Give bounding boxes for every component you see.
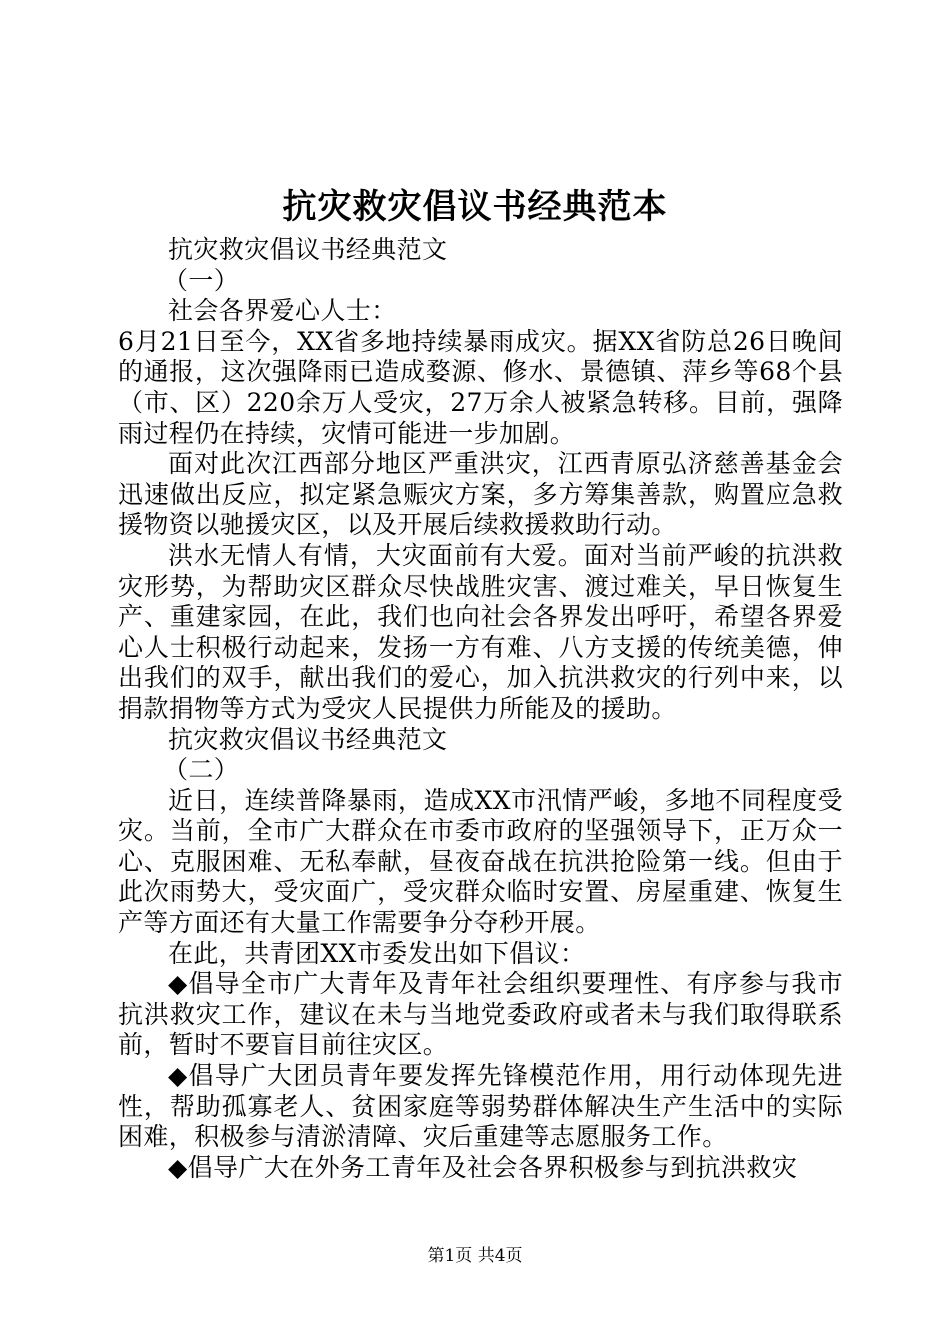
- section-number: （二）: [163, 755, 240, 785]
- bullet-paragraph: ◆倡导全市广大青年及青年社会组织要理性、有序参与我市抗洪救灾工作，建议在未与当地党委政府或者未与我们取得联系前，暂时不要盲目前往灾区。: [118, 969, 843, 1060]
- document-body: [118, 235, 843, 1183]
- section-heading: 抗灾救灾倡议书经典范文: [168, 235, 448, 264]
- page-number-footer: 第1页 共4页: [427, 1246, 523, 1266]
- body-paragraph: 在此，共青团XX市委发出如下倡议：: [168, 938, 586, 968]
- body-paragraph: 近日，连续普降暴雨，造成XX市汛情严峻，多地不同程度受灾。当前，全市广大群众在市委市政府的坚强领导下，正万众一心、克服困难、无私奉献，昼夜奋战在抗洪抢险第一线。但由于此次雨势大，受灾面广，受灾群众临时安置、房屋重建、恢复生产等方面还有大量工作需要争分夺秒开展。: [118, 785, 843, 938]
- section-heading: 抗灾救灾倡议书经典范文: [168, 724, 448, 754]
- body-paragraph: 面对此次江西部分地区严重洪灾，江西青原弘济慈善基金会迅速做出反应，拟定紧急赈灾方案，多方筹集善款，购置应急救援物资以驰援灾区，以及开展后续救援救助行动。: [118, 449, 843, 540]
- page-title: 抗灾救灾倡议书经典范本: [282, 187, 668, 227]
- bullet-paragraph: ◆倡导广大团员青年要发挥先锋模范作用，用行动体现先进性，帮助孤寡老人、贫困家庭等弱势群体解决生产生活中的实际困难，积极参与清淤清障、灾后重建等志愿服务工作。: [118, 1061, 843, 1152]
- bullet-paragraph: ◆倡导广大在外务工青年及社会各界积极参与到抗洪救灾: [168, 1152, 798, 1182]
- body-paragraph: 洪水无情人有情，大灾面前有大爱。面对当前严峻的抗洪救灾形势，为帮助灾区群众尽快战胜灾害、渡过难关，早日恢复生产、重建家园，在此，我们也向社会各界发出呼吁，希望各界爱心人士积极行动起来，发扬一方有难、八方支援的传统美德，伸出我们的双手，献出我们的爱心，加入抗洪救灾的行列中来，以捐款捐物等方式为受灾人民提供力所能及的援助。: [118, 540, 843, 723]
- section-number: （一）: [163, 265, 240, 295]
- body-paragraph: 6月21日至今，XX省多地持续暴雨成灾。据XX省防总26日晚间的通报，这次强降雨已造成婺源、修水、景德镇、萍乡等68个县（市、区）220余万人受灾，27万余人被紧急转移。目前，强降雨过程仍在持续，灾情可能进一步加剧。: [118, 326, 843, 448]
- salutation: 社会各界爱心人士：: [168, 296, 397, 326]
